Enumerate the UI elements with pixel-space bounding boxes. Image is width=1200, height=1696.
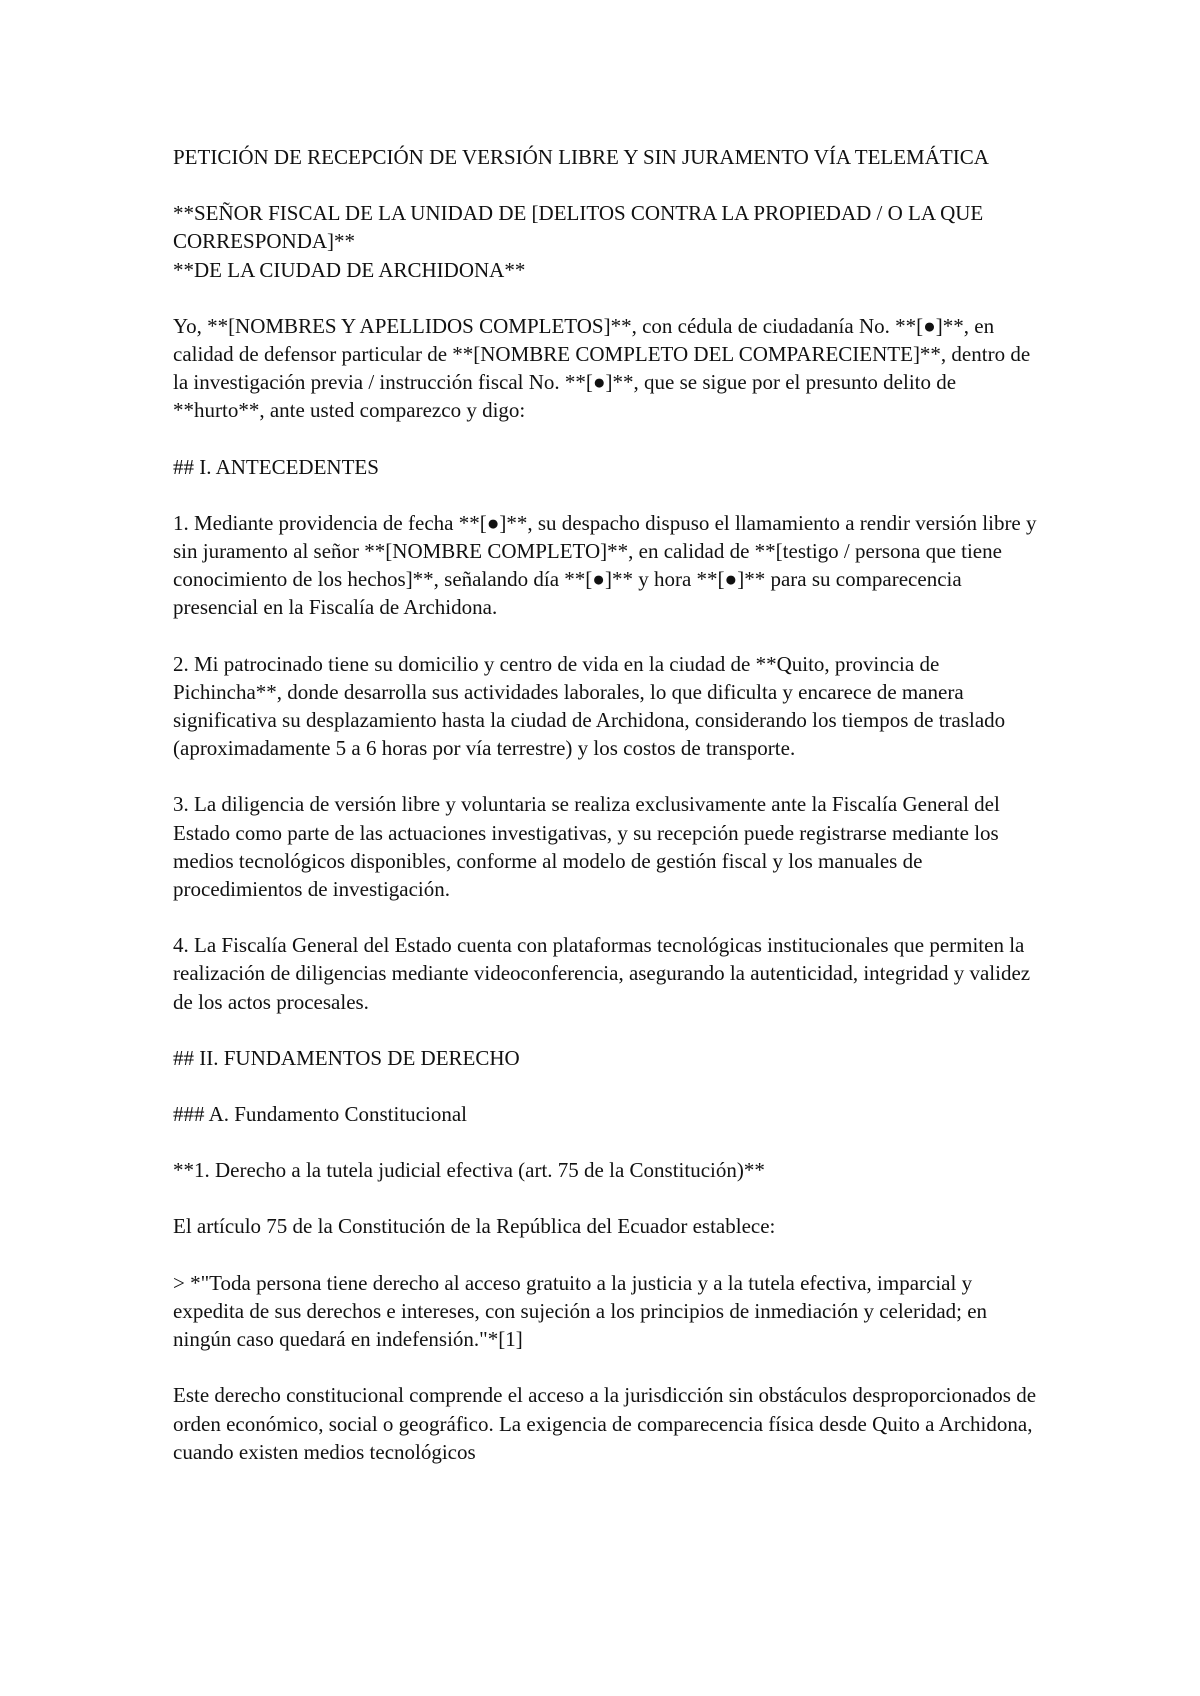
point-1-body: Este derecho constitucional comprende el acceso a la jurisdicción sin obstáculos desproporcionados de orden económico, social o geográfico. La exigencia de comparecencia física desde Quito a Archidona, cuando existen medios tecnológicos — [173, 1383, 1037, 1464]
intro-paragraph: Yo, **[NOMBRES Y APELLIDOS COMPLETOS]**, con cédula de ciudadanía No. **[●]**, en calidad de defensor particular de **[NOMBRE COMPLETO DEL COMPARECIENTE]**, dentro de la investigación previa / instrucción fiscal No. **[●]**, que se sigue por el presunto delito de **hurto**, ante usted comparezco y digo: — [173, 313, 1031, 423]
antecedente-paragraph-3: 3. La diligencia de versión libre y voluntaria se realiza exclusivamente ante la Fiscalía General del Estado como parte de las actuaciones investigativas, y su recepción puede registrarse mediante los medios tecnológicos disponibles, conforme al modelo de gestión fiscal y los manuales de procedimientos de investigación. — [173, 792, 1000, 902]
document-page — [173, 143, 1043, 1494]
point-1-heading: **1. Derecho a la tutela judicial efectiva (art. 75 de la Constitución)** — [173, 1158, 765, 1183]
addressee-line-2: **DE LA CIUDAD DE ARCHIDONA** — [173, 257, 526, 282]
antecedente-paragraph-1: 1. Mediante providencia de fecha **[●]**, su despacho dispuso el llamamiento a rendir versión libre y sin juramento al señor **[NOMBRE COMPLETO]**, en calidad de **[testigo / persona que tiene conocimiento de los hechos]**, señalando día **[●]** y hora **[●]** para su comparecencia presencial en la Fiscalía de Archidona. — [173, 510, 1037, 620]
document-title: PETICIÓN DE RECEPCIÓN DE VERSIÓN LIBRE Y SIN JURAMENTO VÍA TELEMÁTICA — [173, 145, 989, 169]
antecedente-paragraph-4: 4. La Fiscalía General del Estado cuenta con plataformas tecnológicas institucionales que permiten la realización de diligencias mediante videoconferencia, asegurando la autenticidad, integridad y validez de los actos procesales. — [173, 933, 1031, 1014]
antecedente-paragraph-2: 2. Mi patrocinado tiene su domicilio y centro de vida en la ciudad de **Quito, provincia de Pichincha**, donde desarrolla sus actividades laborales, lo que dificulta y encarece de manera significativa su desplazamiento hasta la ciudad de Archidona, considerando los tiempos de traslado (aproximadamente 5 a 6 horas por vía terrestre) y los costos de transporte. — [173, 651, 1006, 761]
point-1-quote: > *"Toda persona tiene derecho al acceso gratuito a la justicia y a la tutela efectiva, imparcial y expedita de sus derechos e intereses, con sujeción a los principios de inmediación y celeridad; en ningún caso quedará en indefensión."*[1] — [173, 1270, 988, 1352]
section-heading-antecedentes: ## I. ANTECEDENTES — [173, 454, 379, 479]
point-1-intro: El artículo 75 de la Constitución de la República del Ecuador establece: — [173, 1214, 776, 1239]
addressee-line-1: **SEÑOR FISCAL DE LA UNIDAD DE [DELITOS CONTRA LA PROPIEDAD / O LA QUE CORRESPONDA]** — [173, 201, 984, 254]
section-heading-fundamentos: ## II. FUNDAMENTOS DE DERECHO — [173, 1045, 520, 1070]
subsection-heading-constitucional: ### A. Fundamento Constitucional — [173, 1102, 467, 1127]
